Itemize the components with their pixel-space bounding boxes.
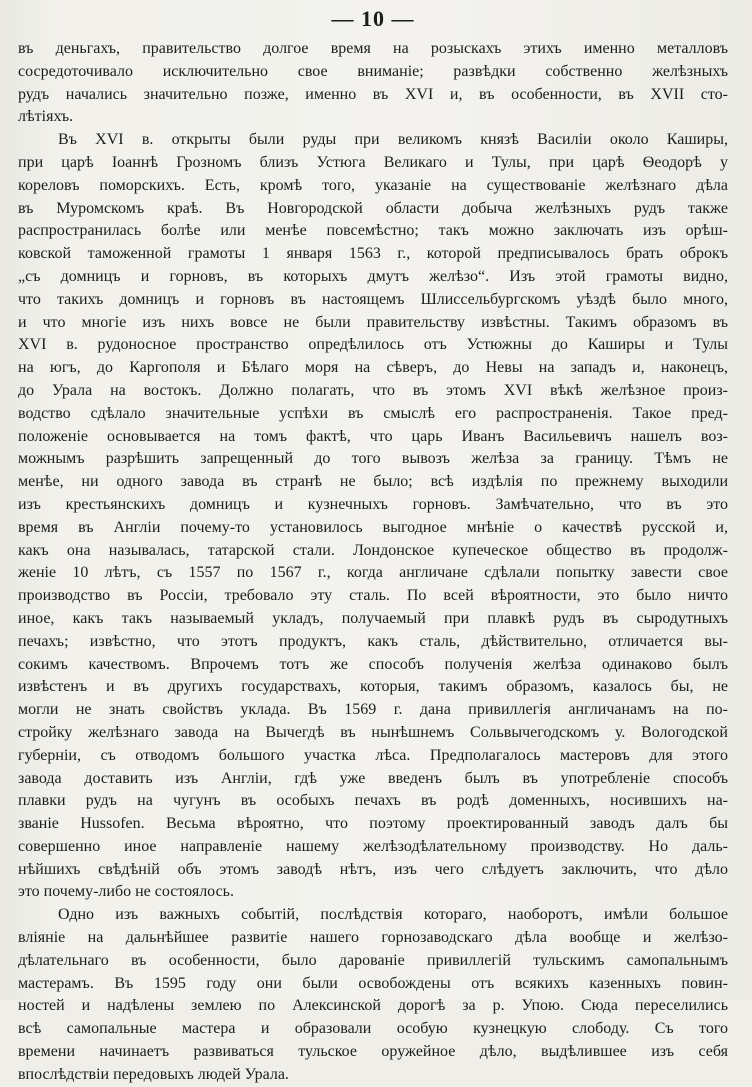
text-line: положеніе основывается на томъ фактѣ, что царь Иванъ Васильевичъ нашелъ воз-: [18, 427, 728, 445]
text-line: сосредоточивало исключительно свое вниманіе; развѣдки собственно желѣзныхъ: [18, 62, 728, 80]
text-line: печахъ; извѣстно, что этотъ продуктъ, какъ сталь, дѣйствительно, отличается вы-: [18, 632, 728, 650]
text-line: стройку желѣзнаго завода на Вычегдѣ въ нынѣшнемъ Сольвычегодскомъ у. Вологодской: [18, 723, 728, 741]
text-line: могли не знать свойствъ уклада. Въ 1569 г. дана привиллегія англичанамъ на по-: [18, 701, 728, 719]
text-line: совершенно иное направленіе нашему желѣзодѣлательному производству. Но даль-: [18, 837, 728, 855]
text-line: лѣтіяхъ.: [18, 108, 74, 126]
text-line: губерніи, съ отводомъ большого участка лѣса. Предполагалось мастеровъ для этого: [18, 746, 728, 764]
text-line: до Урала на востокъ. Должно полагать, что въ этомъ XVI вѣкѣ желѣзное произ-: [18, 381, 728, 399]
text-line: менѣе, ни одного завода въ странѣ не было; всѣ издѣлія по прежнему выходили: [18, 473, 728, 491]
text-line: Одно изъ важныхъ событій, послѣдствія котораго, наоборотъ, имѣли большое: [58, 906, 728, 924]
text-line: можнымъ разрѣшить запрещенный до того вывозъ желѣза за границу. Тѣмъ не: [18, 450, 728, 468]
text-line: званіе Hussofen. Весьма вѣроятно, что поэтому проектированный заводъ далъ бы: [18, 815, 728, 833]
text-line: „съ домницъ и горновъ, въ которыхъ дмутъ желѣзо“. Изъ этой грамоты видно,: [18, 267, 728, 285]
text-line: и что многіе изъ нихъ вовсе не были правительству извѣстны. Такимъ образомъ въ: [18, 313, 728, 331]
text-line: XVI в. рудоносное пространство опредѣлилось отъ Устюжны до Каширы и Тулы: [18, 336, 728, 354]
text-line: сокимъ качествомъ. Впрочемъ тотъ же способъ полученія желѣза одинаково былъ: [18, 655, 728, 673]
text-line: Въ XVI в. открыты были руды при великомъ князѣ Василіи около Каширы,: [58, 131, 728, 149]
page-number: — 10 —: [331, 6, 415, 31]
text-line: распространилась болѣе или менѣе повсемѣстно; такъ можно заключать изъ орѣш-: [18, 222, 728, 240]
text-line: вліяніе на дальнѣйшее развитіе нашего горнозаводскаго дѣла вообще и желѣзо-: [18, 929, 728, 947]
paragraph: [18, 38, 728, 129]
text-line: мастерамъ. Въ 1595 году они были освобождены отъ всякихъ казенныхъ повин-: [18, 974, 728, 992]
text-line: завода доставить изъ Англіи, гдѣ уже введенъ былъ въ употребленіе способъ: [18, 769, 728, 787]
text-line: какъ она называлась, татарской стали. Лондонское купеческое общество въ продолж-: [18, 541, 728, 559]
text-line: дѣлательнаго въ особенности, было дарованіе привиллегій тульскимъ самопальнымъ: [18, 951, 728, 969]
paragraph: [18, 129, 728, 904]
text-line: что такихъ домницъ и горновъ въ настоящемъ Шлиссельбургскомъ уѣздѣ было много,: [18, 290, 728, 308]
paragraph: [18, 904, 728, 1086]
text-line: кореловъ поморскихъ. Есть, кромѣ того, указаніе на существованіе желѣзнаго дѣла: [18, 176, 728, 194]
text-line: въ деньгахъ, правительство долгое время на розыскахъ этихъ именно металловъ: [18, 40, 728, 57]
text-line: иное, какъ такъ называемый укладъ, получаемый при плавкѣ рудъ въ сыродутныхъ: [18, 609, 728, 627]
text-line: рудъ начались значительно позже, именно въ XVI и, въ особенности, въ XVII сто-: [18, 85, 728, 103]
text-line: время въ Англіи почему-то установилось выгодное мнѣніе о качествѣ русской и,: [18, 518, 728, 536]
text-line: женіе 10 лѣтъ, съ 1557 по 1567 г., когда англичане сдѣлали попытку завести свое: [18, 564, 728, 582]
text-line: всѣ самопальные мастера и образовали особую кузнецкую слободу. Съ того: [18, 1020, 728, 1038]
text-line: это почему-либо не состоялось.: [18, 883, 234, 901]
text-line: ностей и надѣлены землею по Алексинской дорогѣ за р. Упою. Сюда переселились: [18, 997, 728, 1015]
text-line: изъ крестьянскихъ домницъ и кузнечныхъ горновъ. Замѣчательно, что въ это: [18, 495, 728, 513]
text-line: времени начинаетъ развиваться тульское оружейное дѣло, выдѣлившее изъ себя: [18, 1043, 728, 1061]
text-line: въ Муромскомъ краѣ. Въ Новгородской области добыча желѣзныхъ рудъ также: [18, 199, 728, 217]
text-line: при царѣ Іоаннѣ Грозномъ близъ Устюга Великаго и Тулы, при царѣ Ѳеодорѣ у: [18, 153, 728, 171]
text-line: водство сдѣлало значительные успѣхи въ смыслѣ его распространенія. Такое пред-: [18, 404, 728, 422]
text-line: производство въ Россіи, требовало эту сталь. По всей вѣроятности, это было ничто: [18, 587, 728, 605]
text-line: плавки рудъ на чугунъ въ особыхъ печахъ въ родѣ доменныхъ, носившихъ на-: [18, 792, 728, 810]
text-line: впослѣдствіи передовыхъ людей Урала.: [18, 1065, 289, 1083]
text-line: ковской таможенной грамоты 1 января 1563 г., которой предписывалось брать оброкъ: [18, 245, 728, 263]
text-line: на югъ, до Каргополя и Бѣлаго моря на сѣверъ, до Невы на западъ и, наконецъ,: [18, 359, 728, 377]
text-line: нѣйшихъ свѣдѣній объ этомъ заводѣ нѣтъ, изъ чего слѣдуетъ заключить, что дѣло: [18, 860, 728, 878]
body-text: [18, 38, 728, 1087]
text-line: извѣстенъ и въ другихъ государствахъ, которыя, такимъ образомъ, казалось бы, не: [18, 678, 728, 696]
